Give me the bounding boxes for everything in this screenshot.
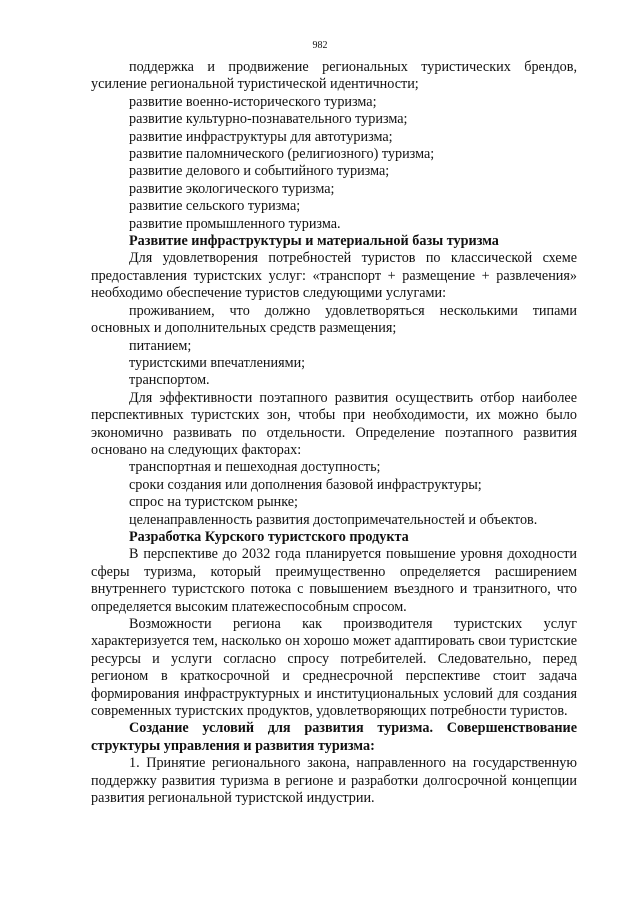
list-item: питанием; — [129, 337, 192, 354]
list-item: развитие паломнического (религиозного) туризма; — [129, 146, 435, 163]
paragraph: В перспективе до 2032 года планируется повышение уровня доходности сферы туризма, который преимущественно определяется расширением внутреннего туристского потока с повышением въездного и транзитного, что определяется высоким платежеспособным спросом. — [91, 546, 577, 615]
list-item: развитие инфраструктуры для автотуризма; — [129, 128, 393, 145]
list-item: развитие сельского туризма; — [129, 198, 301, 215]
list-item: развитие культурно-познавательного туризма; — [129, 111, 408, 128]
list-item: транспортом. — [129, 372, 210, 389]
paragraph: проживанием, что должно удовлетворяться несколькими типами основных и дополнительных средств размещения; — [91, 302, 577, 337]
list-item: развитие делового и событийного туризма; — [129, 163, 390, 180]
list-item: развитие экологического туризма; — [129, 180, 335, 197]
section-heading: Развитие инфраструктуры и материальной базы туризма — [129, 233, 499, 250]
list-item: сроки создания или дополнения базовой инфраструктуры; — [129, 476, 482, 493]
section-heading: Создание условий для развития туризма. Совершенствование структуры управления и развития туризма: — [91, 720, 577, 754]
list-item: целенаправленность развития достопримечательностей и объектов. — [129, 511, 538, 528]
list-item: транспортная и пешеходная доступность; — [129, 459, 381, 476]
page-number: 982 — [312, 40, 328, 51]
list-item: туристскими впечатлениями; — [129, 354, 306, 371]
paragraph: поддержка и продвижение региональных туристических брендов, усиление региональной туристической идентичности; — [91, 59, 577, 93]
document-body — [91, 59, 577, 807]
paragraph: Возможности региона как производителя туристских услуг характеризуется тем, насколько он хорошо может адаптировать свои туристские ресурсы и услуги согласно спросу потребителей. Следовательно, перед регионом в краткосрочной и среднесрочной перспективе стоит задача формирования инфраструктурных и институциональных условий для создания современных туристских продуктов, удовлетворяющих потребности туристов. — [91, 616, 577, 720]
list-item: развитие промышленного туризма. — [129, 215, 341, 232]
list-item: спрос на туристском рынке; — [129, 494, 298, 511]
paragraph: Для удовлетворения потребностей туристов по классической схеме предоставления туристских услуг: «транспорт + размещение + развлечения» необходимо обеспечение туристов следующими услугами: — [91, 250, 577, 302]
section-heading: Разработка Курского туристского продукта — [129, 528, 409, 545]
paragraph: Для эффективности поэтапного развития осуществить отбор наиболее перспективных туристских зон, чтобы при необходимости, их можно было экономично развивать по отдельности. Определение поэтапного развития основано на следующих факторах: — [91, 389, 577, 458]
list-item: развитие военно-исторического туризма; — [129, 93, 377, 110]
paragraph: 1. Принятие регионального закона, направленного на государственную поддержку развития туризма в регионе и разработки долгосрочной концепции развития региональной туристской индустрии. — [91, 755, 577, 807]
